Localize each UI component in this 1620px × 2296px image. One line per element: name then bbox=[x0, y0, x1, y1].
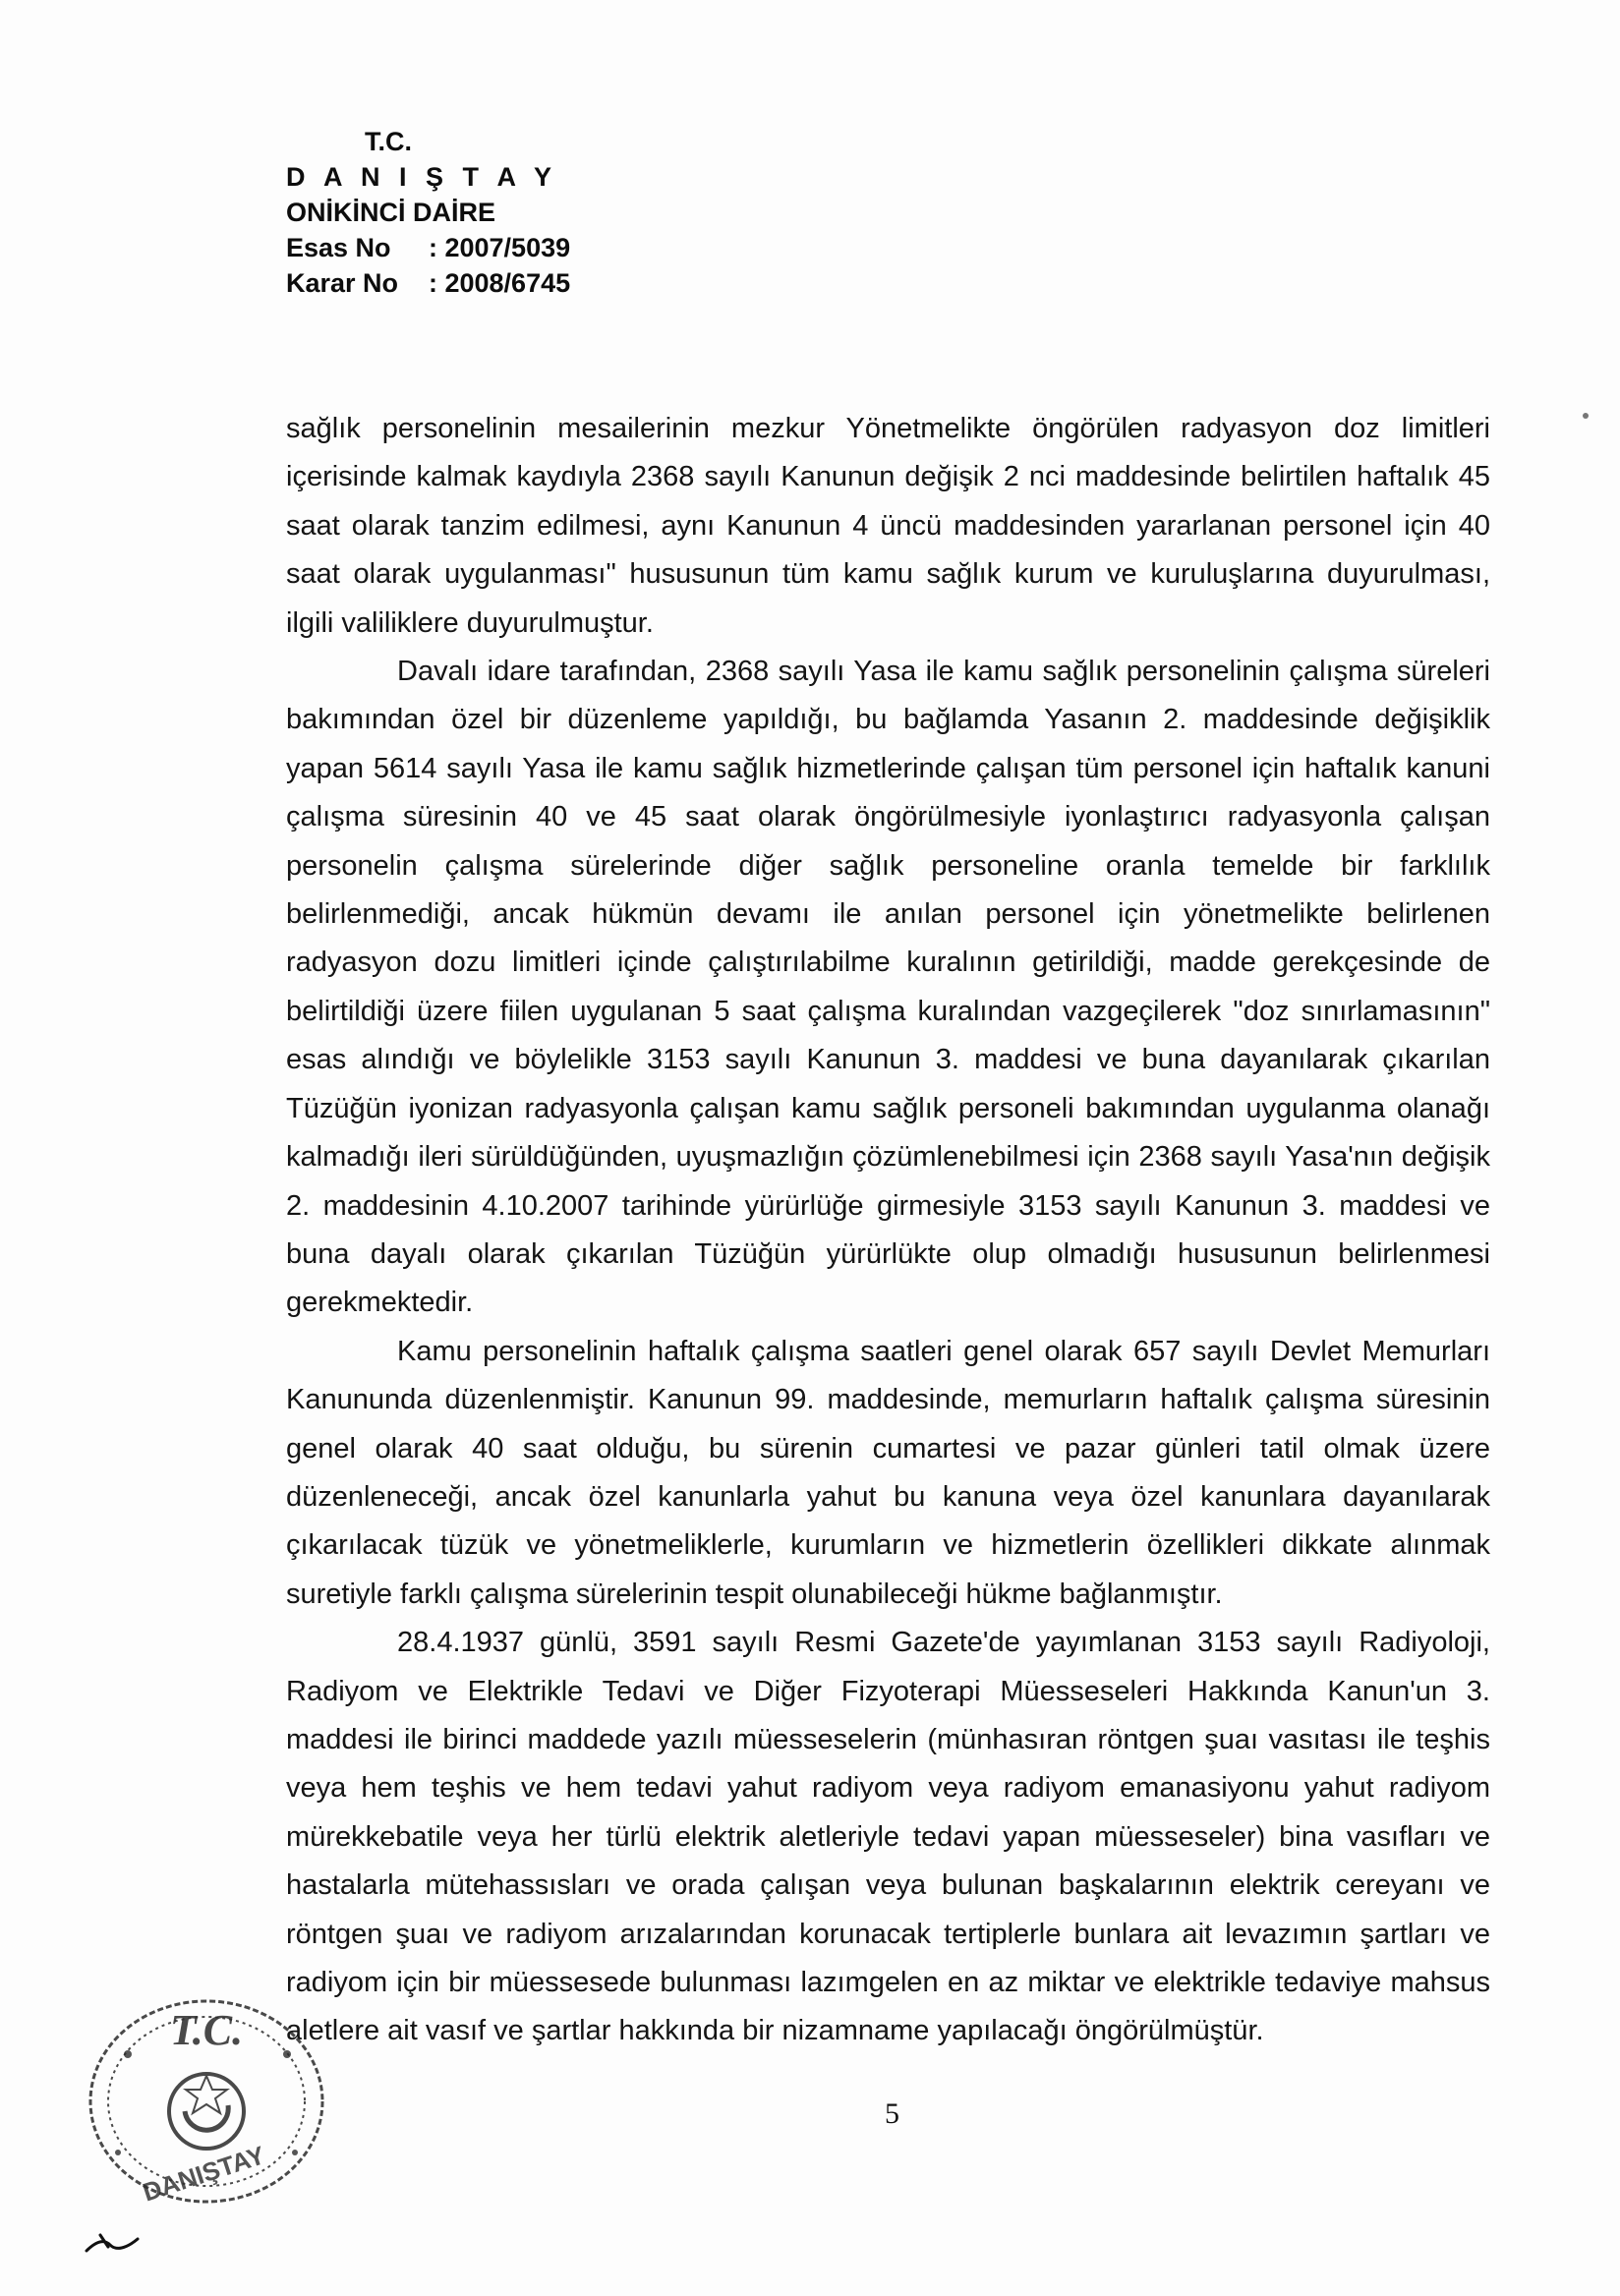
seal-bottom-text: DANIŞTAY bbox=[139, 2140, 268, 2208]
header-tc: T.C. bbox=[365, 127, 413, 156]
document-body bbox=[286, 405, 1490, 2056]
signature-mark bbox=[83, 2229, 142, 2259]
body-paragraph: Davalı idare tarafından, 2368 sayılı Yasa ile kamu sağlık personelinin çalışma süreleri bakımından özel bir düzenleme yapıldığı, bu bağlamda Yasanın 2. maddesinde değişiklik yapan 5614 sayılı Yasa ile kamu sağlık hizmetlerinde çalışan tüm personel için haftalık kanuni çalışma süresinin 40 ve 45 saat olarak öngörülmesiyle iyonlaştırıcı radyasyonla çalışan personelin çalışma sürelerinde diğer sağlık personeline oranla temelde bir farklılık belirlenmediği, ancak hükmün devamı ile anılan personel için yönetmelikte belirlenen radyasyon dozu limitleri içinde çalıştırılabilme kuralının getirildiği, madde gerekçesinde de belirtildiği üzere fiilen uygulanan 5 saat çalışma kuralından vazgeçilerek "doz sınırlamasının" esas alındığı ve böylelikle 3153 sayılı Kanunun 3. maddesi ve buna dayanılarak çıkarılan Tüzüğün iyonizan radyasyonla çalışan kamu sağlık personeli bakımından uygulanma olanağı kalmadığı ileri sürüldüğünden, uyuşmazlığın çözümlenebilmesi için 2368 sayılı Yasa'nın değişik 2. maddesinin 4.10.2007 tarihinde yürürlüğe girmesiyle 3153 sayılı Kanunun 3. maddesi ve buna dayalı olarak çıkarılan Tüzüğün yürürlükte olup olmadığı hususunun belirlenmesi gerekmektedir. bbox=[286, 656, 1490, 1319]
header-karar-row bbox=[286, 265, 570, 301]
seal-top-text: T.C. bbox=[169, 2006, 244, 2054]
body-paragraph: sağlık personelinin mesailerinin mezkur Yönetmelikte öngörülen radyasyon doz limitleri içerisinde kalmak kaydıyla 2368 sayılı Kanunun değişik 2 nci maddesinde belirtilen haftalık 45 saat olarak tanzim edilmesi, aynı Kanunun 4 üncü maddesinden yararlanan personel için 40 saat olarak uygulanması" hususunun tüm kamu sağlık kurum ve kuruluşlarına duyurulması, ilgili valiliklere duyurulmuştur. bbox=[286, 413, 1490, 639]
esas-value: : 2007/5039 bbox=[429, 233, 571, 262]
page-number: 5 bbox=[885, 2097, 899, 2130]
header-esas-row bbox=[286, 230, 570, 265]
header-chamber: ONİKİNCİ DAİRE bbox=[286, 198, 496, 227]
karar-value: : 2008/6745 bbox=[429, 268, 571, 298]
scan-speck bbox=[1583, 413, 1589, 419]
official-seal-stamp bbox=[59, 1985, 354, 2221]
document-header bbox=[286, 124, 570, 301]
body-paragraph: 28.4.1937 günlü, 3591 sayılı Resmi Gazete'de yayımlanan 3153 sayılı Radiyoloji, Radiyom ve Elektrikle Tedavi ve Diğer Fizyoterapi Müesseseleri Hakkında Kanun'un 3. maddesi ile birinci maddede yazılı müesseselerin (münhasıran röntgen şuaı vasıtası ile teşhis veya hem teşhis ve hem tedavi yahut radiyom veya radiyom emanasiyonu yahut radiyom mürekkebatile veya her türlü elektrik aletleriyle tedavi yapan müesseseler) bina vasıfları ve hastalarla mütehassısları ve orada çalışan veya bulunan başkalarının elektrik cereyanı ve röntgen şuaı ve radiyom arızalarından korunacak tertiplerle bunlara ait levazımın şartları ve radiyom için bir müessesede bulunması lazımgelen en az miktar ve elektrikle tedaviye mahsus aletlere ait vasıf ve şartlar hakkında bir nizamname yapılacağı öngörülmüştür. bbox=[286, 1627, 1490, 2047]
esas-label: Esas No bbox=[286, 233, 391, 262]
body-paragraph: Kamu personelinin haftalık çalışma saatleri genel olarak 657 sayılı Devlet Memurları Kanununda düzenlenmiştir. Kanunun 99. maddesinde, memurların haftalık çalışma süresinin genel olarak 40 saat olduğu, bu sürenin cumartesi ve pazar günleri tatil olmak üzere düzenleneceği, ancak özel kanunlarla yahut bu kanuna veya özel kanunlara dayanılarak çıkarılacak tüzük ve yönetmeliklerle, kurumların ve hizmetlerin özellikleri dikkate alınmak suretiyle farklı çalışma sürelerinin tespit olunabileceği hükme bağlanmıştır. bbox=[286, 1335, 1490, 1610]
karar-label: Karar No bbox=[286, 268, 399, 298]
header-court-name: D A N I Ş T A Y bbox=[286, 162, 558, 192]
